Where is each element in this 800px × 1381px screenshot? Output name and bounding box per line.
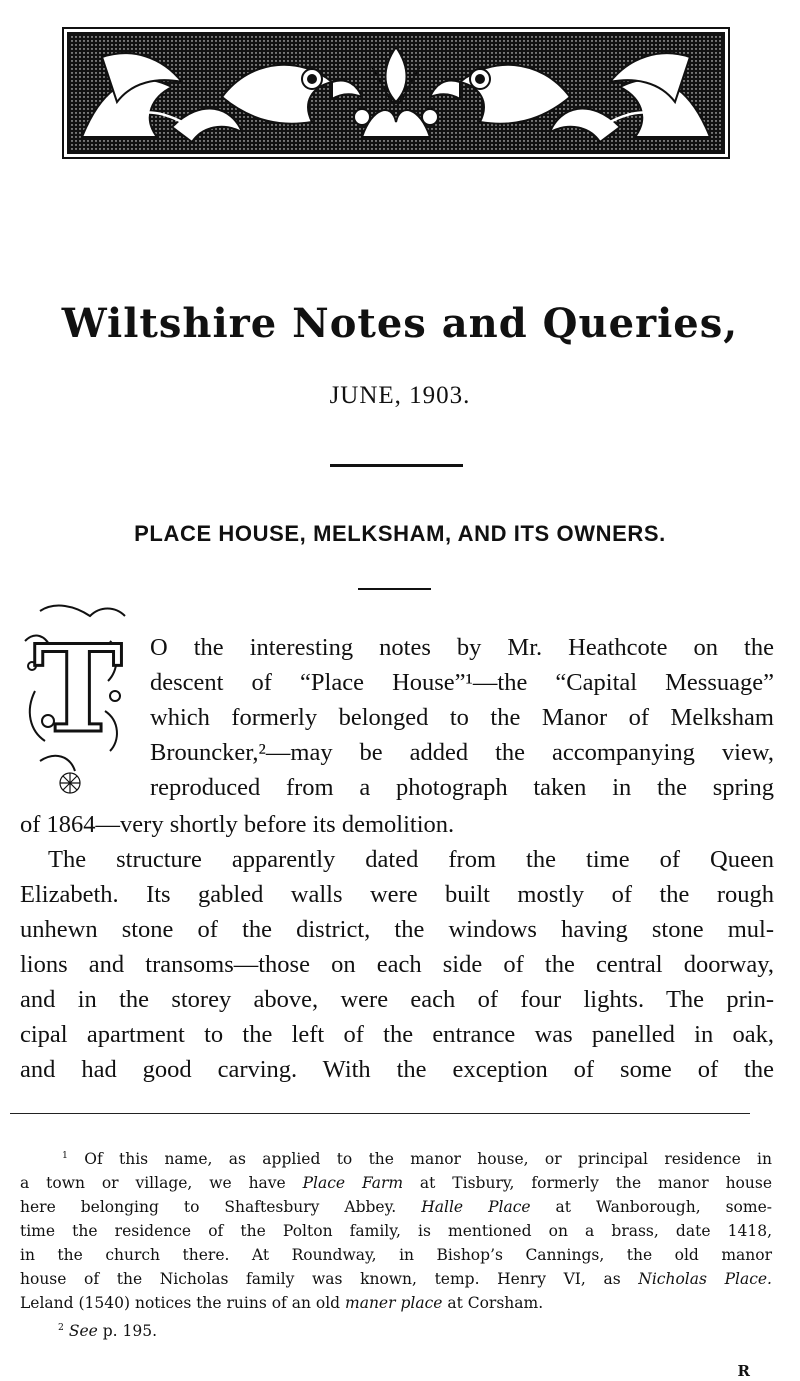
footnote-1-line: $^1$ Of this name, as applied to the manor house, or principal residence in bbox=[62, 1149, 772, 1168]
article-title: PLACE HOUSE, MELKSHAM, AND ITS OWNERS. bbox=[134, 521, 666, 546]
footnote-marker: 1 bbox=[62, 1149, 68, 1161]
body-line: and had good carving. With the exception of some of the bbox=[20, 1056, 774, 1083]
body-line: The structure apparently dated from the time of Queen bbox=[48, 846, 774, 873]
footnote-marker: 2 bbox=[58, 1321, 64, 1333]
dropcap-letter: T bbox=[33, 619, 123, 760]
footnote-1-line: here belonging to Shaftesbury Abbey. Halle Place at Wanborough, some- bbox=[20, 1198, 773, 1216]
journal-title: Wiltshire Notes and Queries, bbox=[61, 300, 739, 347]
footnote-1-line: Leland (1540) notices the ruins of an old maner place at Corsham. bbox=[20, 1294, 544, 1312]
body-line: which formerly belonged to the Manor of Melksham bbox=[150, 704, 774, 731]
body-line: and in the storey above, were each of four lights. The prin- bbox=[20, 986, 774, 1013]
signature-mark: R bbox=[737, 1362, 750, 1380]
body-line: O the interesting notes by Mr. Heathcote on the bbox=[150, 634, 774, 661]
decorated-dropcap bbox=[20, 601, 132, 801]
divider-rule bbox=[330, 464, 463, 467]
issue-date: JUNE, 1903. bbox=[329, 382, 471, 409]
divider-rule-short bbox=[358, 588, 431, 590]
footnote-1-line: in the church there. At Roundway, in Bishop’s Cannings, the old manor bbox=[20, 1246, 772, 1264]
body-line: descent of “Place House”¹—the “Capital Messuage” bbox=[150, 669, 774, 696]
body-line: of 1864—very shortly before its demolition. bbox=[20, 811, 455, 838]
body-line: cipal apartment to the left of the entrance was panelled in oak, bbox=[20, 1021, 774, 1048]
body-line: Brouncker,²—may be added the accompanying view, bbox=[150, 739, 774, 766]
footnote-2: $^2$ See p. 195. bbox=[58, 1321, 158, 1340]
ornamental-headpiece bbox=[62, 27, 730, 159]
footnote-1-line: time the residence of the Polton family, is mentioned on a brass, date 1418, bbox=[20, 1222, 772, 1240]
body-line: reproduced from a photograph taken in the spring bbox=[150, 774, 774, 801]
footnote-separator bbox=[10, 1113, 750, 1114]
body-line: unhewn stone of the district, the windows having stone mul- bbox=[20, 916, 774, 943]
footnote-1-line: a town or village, we have Place Farm at Tisbury, formerly the manor house bbox=[20, 1174, 772, 1192]
body-line: lions and transoms—those on each side of the central doorway, bbox=[20, 951, 774, 978]
body-line: Elizabeth. Its gabled walls were built mostly of the rough bbox=[20, 881, 774, 908]
footnote-1-line: house of the Nicholas family was known, temp. Henry VI, as Nicholas Place. bbox=[20, 1270, 772, 1288]
